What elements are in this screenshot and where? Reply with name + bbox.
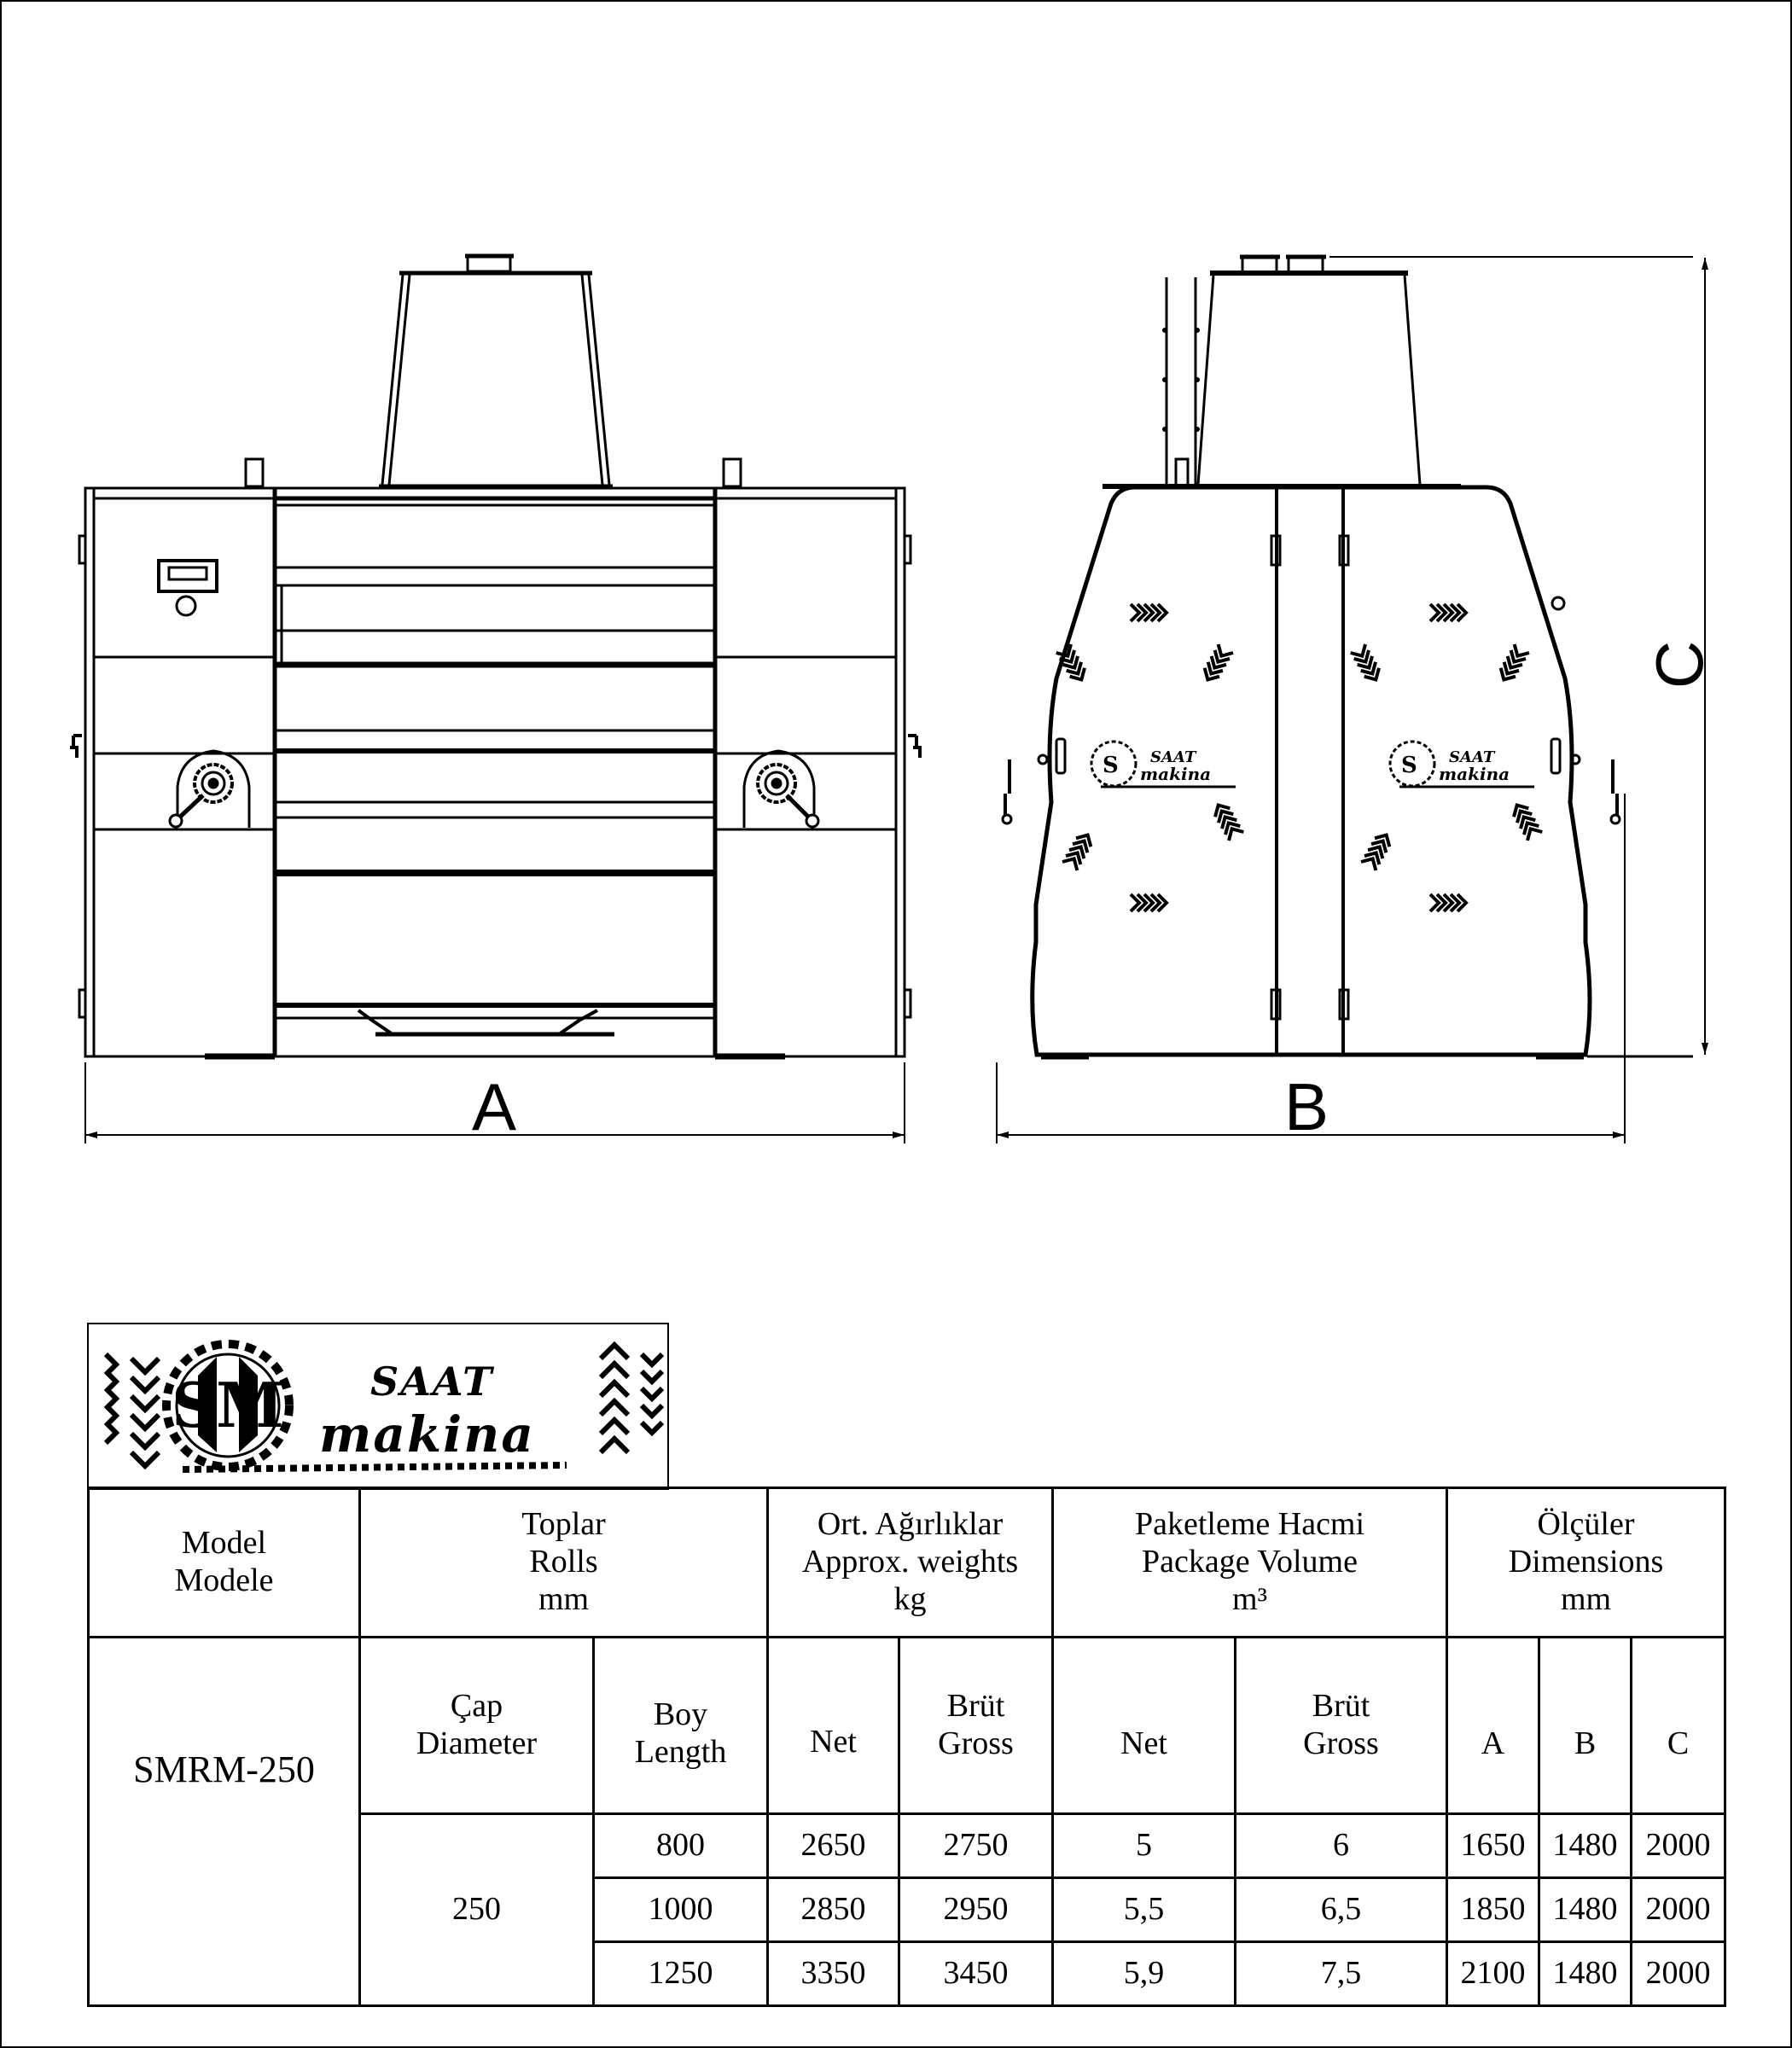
volume-net-cell: 5,5 bbox=[1053, 1878, 1236, 1942]
subheader-weight-gross: Brüt Gross bbox=[899, 1638, 1053, 1814]
logo-saat-text: SAAT bbox=[370, 1359, 494, 1405]
company-logo bbox=[87, 1323, 669, 1490]
weight-gross-cell: 2750 bbox=[899, 1814, 1053, 1878]
dim-b-cell: 1480 bbox=[1539, 1878, 1632, 1942]
side-view bbox=[997, 257, 1705, 1143]
model-cell: SMRM-250 bbox=[89, 1638, 360, 2006]
header-row bbox=[89, 1488, 1725, 1638]
svg-text:SAAT: SAAT bbox=[1449, 748, 1495, 766]
length-cell: 1250 bbox=[594, 1942, 768, 2006]
adjust-wheel-left bbox=[170, 751, 249, 828]
weight-gross-cell: 2950 bbox=[899, 1878, 1053, 1942]
chevron-icon bbox=[601, 1345, 662, 1452]
dim-a-cell: 1850 bbox=[1447, 1878, 1539, 1942]
volume-net-cell: 5,9 bbox=[1053, 1942, 1236, 2006]
spec-table bbox=[87, 1487, 1726, 2007]
weight-net-cell: 2650 bbox=[768, 1814, 899, 1878]
gear-icon bbox=[166, 1344, 289, 1467]
control-display bbox=[159, 561, 217, 615]
dimension-label-b: B bbox=[1284, 1069, 1329, 1144]
header-dimensions: Ölçüler Dimensions mm bbox=[1447, 1488, 1725, 1638]
subheader-dim-c: C bbox=[1632, 1638, 1725, 1814]
dim-c-cell: 2000 bbox=[1632, 1814, 1725, 1878]
header-weights: Ort. Ağırlıklar Approx. weights kg bbox=[768, 1488, 1053, 1638]
dim-b-cell: 1480 bbox=[1539, 1942, 1632, 2006]
dim-b-cell: 1480 bbox=[1539, 1814, 1632, 1878]
svg-text:SAAT: SAAT bbox=[1150, 748, 1196, 766]
volume-gross-cell: 6,5 bbox=[1236, 1878, 1447, 1942]
svg-text:S: S bbox=[1401, 753, 1417, 778]
volume-gross-cell: 6 bbox=[1236, 1814, 1447, 1878]
subheader-weight-net: Net bbox=[768, 1638, 899, 1814]
front-view bbox=[70, 256, 920, 1143]
dim-a-cell: 1650 bbox=[1447, 1814, 1539, 1878]
subheader-volume-gross: Brüt Gross bbox=[1236, 1638, 1447, 1814]
dimension-label-a: A bbox=[472, 1069, 517, 1144]
subheader-row bbox=[89, 1638, 1725, 1814]
svg-text:S: S bbox=[1103, 753, 1119, 778]
weight-net-cell: 3350 bbox=[768, 1942, 899, 2006]
header-rolls: Toplar Rolls mm bbox=[360, 1488, 768, 1638]
weight-net-cell: 2850 bbox=[768, 1878, 899, 1942]
front-hopper bbox=[379, 256, 613, 486]
door-logo-left bbox=[1091, 742, 1236, 787]
adjust-wheel-right bbox=[744, 751, 818, 828]
subheader-dim-b: B bbox=[1539, 1638, 1632, 1814]
svg-text:makina: makina bbox=[1439, 764, 1510, 784]
dim-c-cell: 2000 bbox=[1632, 1878, 1725, 1942]
dimension-label-c: C bbox=[1642, 640, 1718, 689]
volume-gross-cell: 7,5 bbox=[1236, 1942, 1447, 2006]
chevron-icon bbox=[106, 1354, 159, 1466]
door-logo-right bbox=[1390, 742, 1534, 787]
length-cell: 1000 bbox=[594, 1878, 768, 1942]
svg-text:makina: makina bbox=[1140, 764, 1212, 784]
subheader-volume-net: Net bbox=[1053, 1638, 1236, 1814]
svg-text:SM: SM bbox=[172, 1369, 284, 1441]
logo-makina-text: makina bbox=[319, 1405, 535, 1463]
subheader-diameter: Çap Diameter bbox=[360, 1638, 594, 1814]
diameter-cell: 250 bbox=[360, 1814, 594, 2006]
subheader-dim-a: A bbox=[1447, 1638, 1539, 1814]
length-cell: 800 bbox=[594, 1814, 768, 1878]
dim-a-cell: 2100 bbox=[1447, 1942, 1539, 2006]
dim-c-cell: 2000 bbox=[1632, 1942, 1725, 2006]
header-volume: Paketleme Hacmi Package Volume m³ bbox=[1053, 1488, 1447, 1638]
rack-icon bbox=[183, 1465, 567, 1469]
header-model: Model Modele bbox=[89, 1488, 360, 1638]
decor-chevrons-right bbox=[1351, 604, 1543, 911]
subheader-length: Boy Length bbox=[594, 1638, 768, 1814]
weight-gross-cell: 3450 bbox=[899, 1942, 1053, 2006]
volume-net-cell: 5 bbox=[1053, 1814, 1236, 1878]
